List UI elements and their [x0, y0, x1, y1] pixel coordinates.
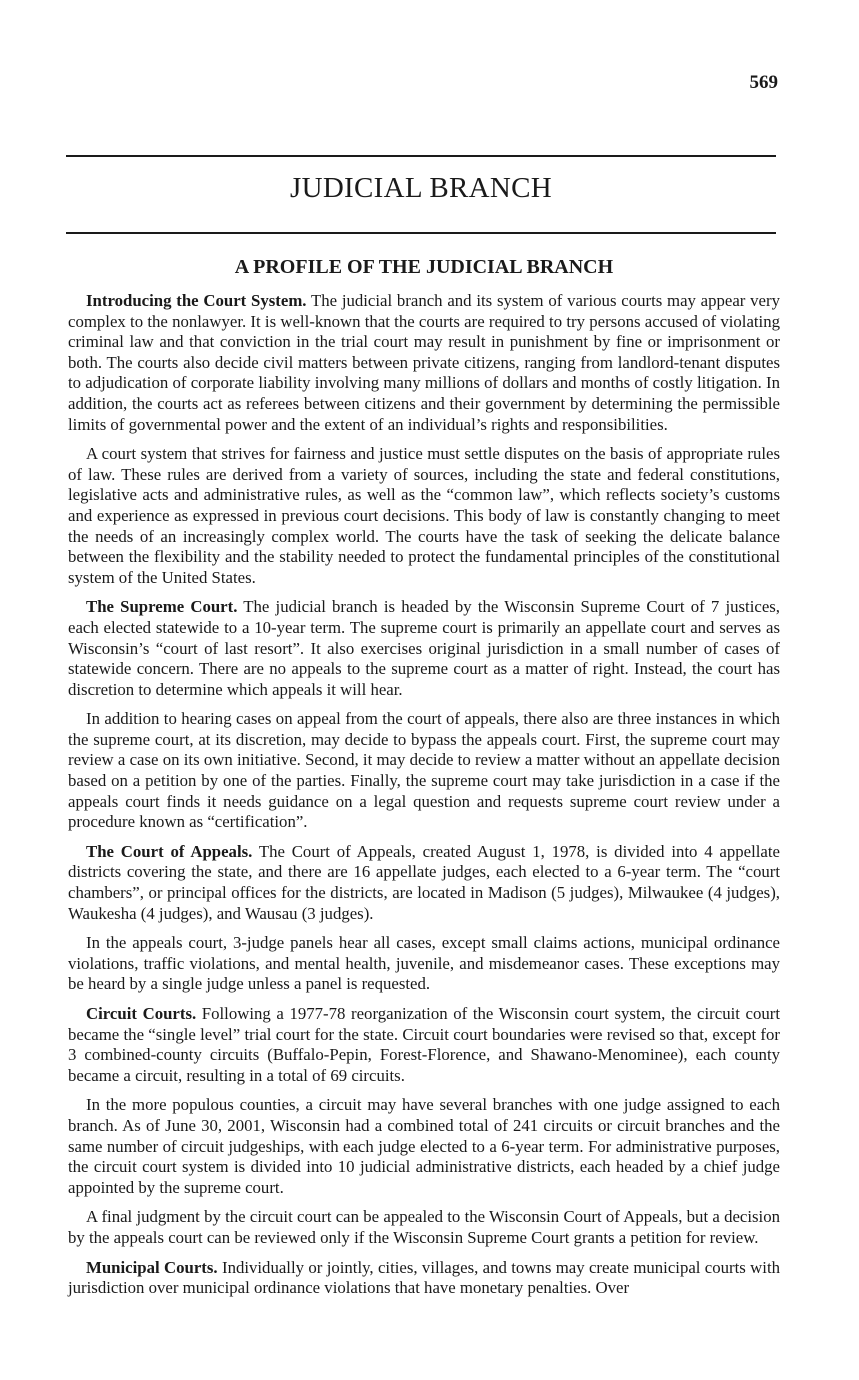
paragraph-lead: The Supreme Court.	[86, 597, 238, 617]
article-title: A PROFILE OF THE JUDICIAL BRANCH	[234, 256, 614, 278]
paragraph-text: Following a 1977-78 reorganization of the Wisconsin court system, the circuit court became the “single level” trial court for the state. Circuit court boundaries were revised so that, except for 3 combined-county circuits (Buffalo-Pepin, Forest-Florence, and Shawano-Menominee), each county became a circuit, resulting in a total of 69 circuits.	[68, 1004, 780, 1085]
article	[68, 256, 780, 1308]
paragraph-text: A court system that strives for fairness and justice must settle disputes on the basis of appropriate rules of law. These rules are derived from a variety of sources, including the state and federal constitutions, legislative acts and administrative rules, as well as the “common law”, which reflects society’s customs and experience as expressed in previous court decisions. This body of law is constantly changing to meet the needs of an increasingly complex world. The courts have the task of seeking the delicate balance between the flexibility and the stability needed to protect the fundamental principles of the constitutional system of the United States.	[68, 444, 780, 587]
paragraph-text: A final judgment by the circuit court can be appealed to the Wisconsin Court of Appeals, but a decision by the appeals court can be reviewed only if the Wisconsin Supreme Court grants a petition for review.	[68, 1207, 780, 1247]
paragraph-lead: Circuit Courts.	[86, 1004, 197, 1023]
paragraph-court-system-fairness	[68, 444, 780, 588]
paragraph-circuit-appeals	[68, 1207, 780, 1248]
paragraph-introducing-court-system	[68, 291, 780, 435]
paragraph-text: The Court of Appeals, created August 1, 1978, is divided into 4 appellate districts covering the state, and there are 16 appellate judges, each elected to a 6-year term. The “court chambers”, or principal offices for the districts, are located in Madison (5 judges), Milwaukee (4 judges), Waukesha (4 judges), and Wausau (3 judges).	[68, 841, 780, 923]
paragraph-municipal-courts	[68, 1258, 780, 1299]
paragraph-lead: Municipal Courts.	[86, 1257, 218, 1277]
section-title: JUDICIAL BRANCH	[289, 172, 553, 204]
page-number: 569	[749, 72, 778, 93]
bottom-rule	[66, 232, 776, 234]
paragraph-appeals-panels	[68, 933, 780, 995]
paragraph-lead: Introducing the Court System.	[86, 291, 307, 310]
paragraph-text: In addition to hearing cases on appeal from the court of appeals, there also are three instances in which the supreme court, at its discretion, may decide to bypass the appeals court. First, the supreme court may review a case on its own initiative. Second, it may decide to review a matter without an appellate decision based on a petition by one of the parties. Finally, the supreme court may take jurisdiction in a case if the appeals court finds it needs guidance on a legal question and requests supreme court review under a procedure known as “certification”.	[68, 709, 780, 832]
paragraph-text: Individually or jointly, cities, villages, and towns may create municipal courts with jurisdiction over municipal ordinance violations that have monetary penalties. Over	[68, 1257, 780, 1298]
paragraph-circuit-courts	[68, 1004, 780, 1086]
paragraph-lead: The Court of Appeals.	[86, 841, 253, 861]
paragraph-circuit-branches	[68, 1095, 780, 1198]
paragraph-text: In the more populous counties, a circuit may have several branches with one judge assigned to each branch. As of June 30, 2001, Wisconsin had a combined total of 241 circuits or circuit branches and the same number of circuit judgeships, with each judge elected to a 6-year term. For administrative purposes, the circuit court system is divided into 10 judicial administrative districts, each headed by a chief judge appointed by the supreme court.	[68, 1095, 780, 1197]
paragraph-text: In the appeals court, 3-judge panels hear all cases, except small claims actions, municipal ordinance violations, traffic violations, and mental health, juvenile, and misdemeanor cases. These exceptions may be heard by a single judge unless a panel is requested.	[68, 933, 780, 994]
top-rule	[66, 155, 776, 157]
paragraph-court-of-appeals	[68, 842, 780, 924]
paragraph-text: The judicial branch and its system of various courts may appear very complex to the nonlawyer. It is well-known that the courts are required to try persons accused of violating criminal law and that conviction in the trial court may result in punishment by fine or imprisonment or both. The courts also decide civil matters between private citizens, ranging from landlord-tenant disputes to adjudication of corporate liability involving many millions of dollars and months of costly litigation. In addition, the courts act as referees between citizens and their government by determining the permissible limits of governmental power and the extent of an individual’s rights and responsibilities.	[68, 291, 780, 434]
paragraph-supreme-court-bypass	[68, 709, 780, 833]
paragraph-text: The judicial branch is headed by the Wisconsin Supreme Court of 7 justices, each elected statewide to a 10-year term. The supreme court is primarily an appellate court and serves as Wisconsin’s “court of last resort”. It also exercises original jurisdiction in a small number of cases of statewide concern. There are no appeals to the supreme court as a matter of right. Instead, the court has discretion to determine which appeals it will hear.	[68, 597, 780, 699]
paragraph-supreme-court	[68, 597, 780, 700]
